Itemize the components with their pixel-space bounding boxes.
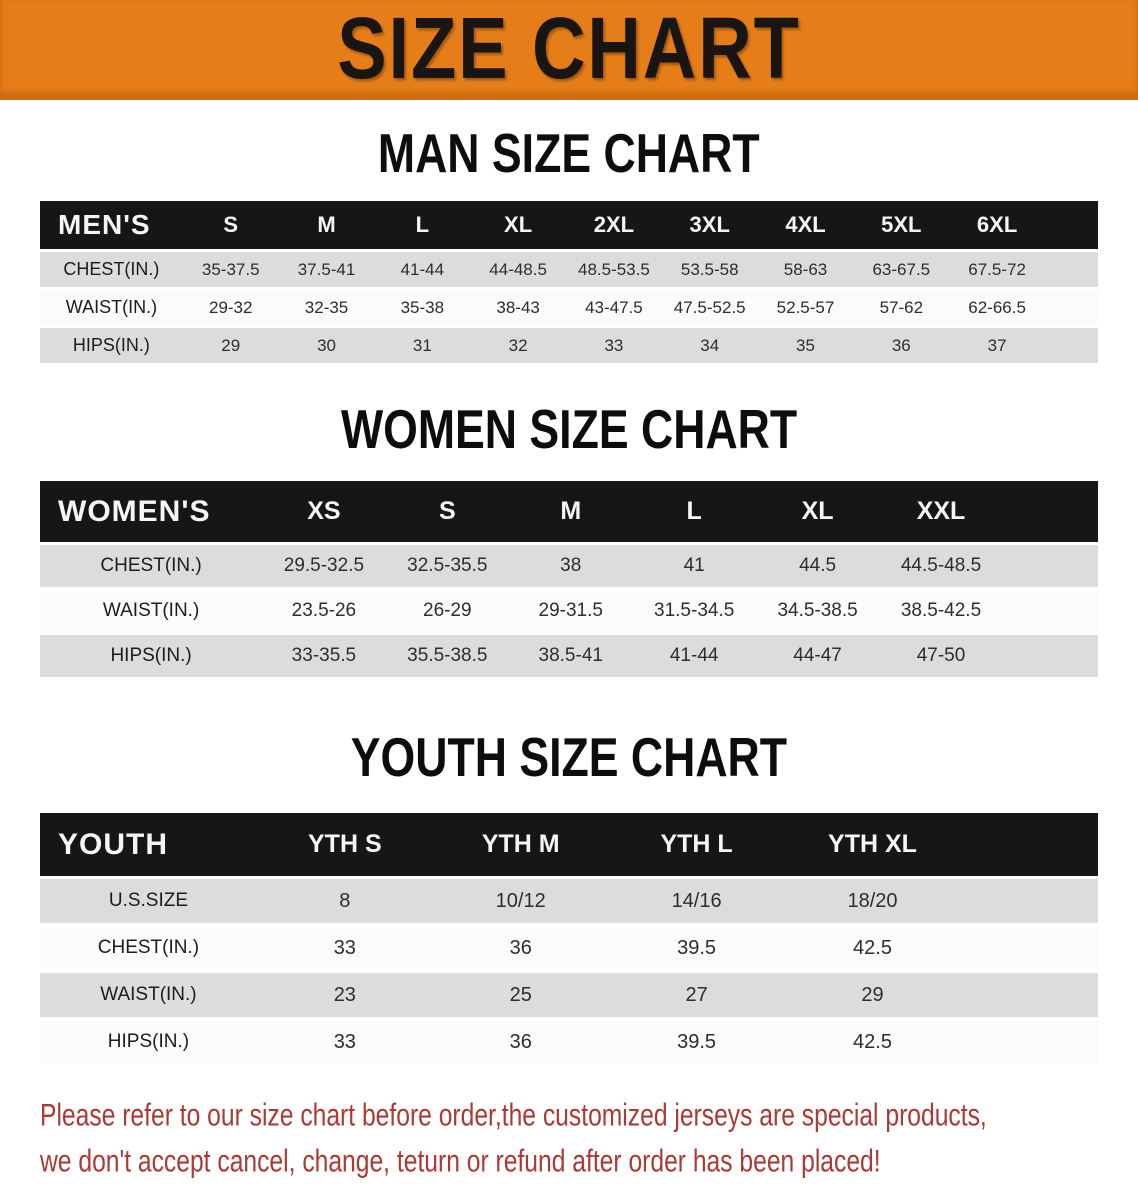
women-chart-title-text: WOMEN SIZE CHART (340, 398, 798, 460)
value-cell: 44-48.5 (470, 252, 566, 287)
man-chart-title (0, 122, 1138, 184)
size-header-cell: S (386, 481, 509, 542)
size-header-cell: S (183, 201, 279, 249)
table-row (40, 1020, 1098, 1064)
value-cell: 33 (566, 328, 662, 363)
value-cell: 30 (279, 328, 375, 363)
value-cell: 41 (632, 545, 755, 587)
value-cell: 41-44 (374, 252, 470, 287)
value-cell: 42.5 (785, 926, 961, 970)
disclaimer-text (40, 1093, 1138, 1185)
size-header-cell: YTH S (257, 813, 433, 876)
table-title-cell: YOUTH (40, 813, 257, 876)
value-cell: 36 (433, 1020, 609, 1064)
spacer-cell (1003, 545, 1098, 587)
row-label-cell: CHEST(IN.) (40, 545, 262, 587)
man-chart-title-text: MAN SIZE CHART (378, 122, 760, 184)
value-cell: 10/12 (433, 879, 609, 923)
spacer-cell (960, 879, 1098, 923)
spacer-cell (1045, 328, 1098, 363)
value-cell: 43-47.5 (566, 290, 662, 325)
value-cell: 29 (183, 328, 279, 363)
table-row (40, 590, 1098, 632)
size-header-cell: XL (756, 481, 879, 542)
value-cell: 67.5-72 (949, 252, 1045, 287)
table-row (40, 252, 1098, 287)
table-row (40, 635, 1098, 677)
value-cell: 52.5-57 (758, 290, 854, 325)
table-row (40, 879, 1098, 923)
size-header-cell: L (632, 481, 755, 542)
value-cell: 29 (785, 973, 961, 1017)
value-cell: 25 (433, 973, 609, 1017)
value-cell: 44-47 (756, 635, 879, 677)
value-cell: 35-37.5 (183, 252, 279, 287)
value-cell: 62-66.5 (949, 290, 1045, 325)
value-cell: 58-63 (758, 252, 854, 287)
spacer-cell (1045, 290, 1098, 325)
table-header-row (40, 481, 1098, 542)
size-header-cell: XL (470, 201, 566, 249)
table-row (40, 290, 1098, 325)
value-cell: 48.5-53.5 (566, 252, 662, 287)
row-label-cell: HIPS(IN.) (40, 1020, 257, 1064)
value-cell: 14/16 (609, 879, 785, 923)
value-cell: 35 (758, 328, 854, 363)
value-cell: 38.5-41 (509, 635, 632, 677)
size-header-cell: XS (262, 481, 385, 542)
size-header-cell: 2XL (566, 201, 662, 249)
value-cell: 32-35 (279, 290, 375, 325)
value-cell: 42.5 (785, 1020, 961, 1064)
value-cell: 38 (509, 545, 632, 587)
value-cell: 44.5-48.5 (879, 545, 1002, 587)
row-label-cell: CHEST(IN.) (40, 252, 183, 287)
value-cell: 35-38 (374, 290, 470, 325)
size-chart-banner (0, 0, 1138, 100)
table-row (40, 328, 1098, 363)
table-row (40, 926, 1098, 970)
size-header-cell: YTH L (609, 813, 785, 876)
value-cell: 57-62 (853, 290, 949, 325)
size-header-cell: YTH M (433, 813, 609, 876)
spacer-cell (1045, 252, 1098, 287)
youth-chart-title-text: YOUTH SIZE CHART (350, 726, 788, 788)
value-cell: 37.5-41 (279, 252, 375, 287)
value-cell: 33 (257, 1020, 433, 1064)
table-title-cell: MEN'S (40, 201, 183, 249)
value-cell: 18/20 (785, 879, 961, 923)
value-cell: 39.5 (609, 1020, 785, 1064)
row-label-cell: WAIST(IN.) (40, 590, 262, 632)
spacer-cell (960, 813, 1098, 876)
spacer-cell (1003, 635, 1098, 677)
disclaimer-line-2: we don't accept cancel, change, teturn or refund after order has been placed! (40, 1144, 881, 1180)
value-cell: 29-31.5 (509, 590, 632, 632)
spacer-cell (1003, 590, 1098, 632)
value-cell: 47.5-52.5 (662, 290, 758, 325)
value-cell: 8 (257, 879, 433, 923)
spacer-cell (960, 926, 1098, 970)
row-label-cell: WAIST(IN.) (40, 973, 257, 1017)
size-header-cell: 6XL (949, 201, 1045, 249)
row-label-cell: HIPS(IN.) (40, 635, 262, 677)
value-cell: 32 (470, 328, 566, 363)
women-chart-title (0, 398, 1138, 460)
value-cell: 33 (257, 926, 433, 970)
women-size-table (40, 478, 1098, 680)
youth-chart-title (0, 726, 1138, 788)
size-header-cell: 4XL (758, 201, 854, 249)
value-cell: 26-29 (386, 590, 509, 632)
table-row (40, 545, 1098, 587)
value-cell: 31 (374, 328, 470, 363)
spacer-cell (960, 1020, 1098, 1064)
men-size-table (40, 198, 1098, 366)
size-header-cell: 3XL (662, 201, 758, 249)
value-cell: 53.5-58 (662, 252, 758, 287)
value-cell: 39.5 (609, 926, 785, 970)
value-cell: 35.5-38.5 (386, 635, 509, 677)
value-cell: 38-43 (470, 290, 566, 325)
disclaimer-line-1: Please refer to our size chart before order,the customized jerseys are special products, (40, 1098, 987, 1134)
spacer-cell (1045, 201, 1098, 249)
youth-size-table (40, 810, 1098, 1067)
value-cell: 44.5 (756, 545, 879, 587)
row-label-cell: WAIST(IN.) (40, 290, 183, 325)
value-cell: 34 (662, 328, 758, 363)
size-header-cell: XXL (879, 481, 1002, 542)
table-header-row (40, 201, 1098, 249)
value-cell: 47-50 (879, 635, 1002, 677)
value-cell: 23 (257, 973, 433, 1017)
value-cell: 29.5-32.5 (262, 545, 385, 587)
value-cell: 36 (853, 328, 949, 363)
value-cell: 38.5-42.5 (879, 590, 1002, 632)
value-cell: 29-32 (183, 290, 279, 325)
spacer-cell (960, 973, 1098, 1017)
size-header-cell: L (374, 201, 470, 249)
value-cell: 33-35.5 (262, 635, 385, 677)
spacer-cell (1003, 481, 1098, 542)
value-cell: 63-67.5 (853, 252, 949, 287)
value-cell: 34.5-38.5 (756, 590, 879, 632)
value-cell: 27 (609, 973, 785, 1017)
table-header-row (40, 813, 1098, 876)
banner-title: SIZE CHART (337, 0, 801, 97)
table-title-cell: WOMEN'S (40, 481, 262, 542)
row-label-cell: HIPS(IN.) (40, 328, 183, 363)
size-header-cell: YTH XL (785, 813, 961, 876)
value-cell: 23.5-26 (262, 590, 385, 632)
size-header-cell: M (279, 201, 375, 249)
table-row (40, 973, 1098, 1017)
value-cell: 37 (949, 328, 1045, 363)
value-cell: 36 (433, 926, 609, 970)
value-cell: 41-44 (632, 635, 755, 677)
value-cell: 31.5-34.5 (632, 590, 755, 632)
size-header-cell: 5XL (853, 201, 949, 249)
row-label-cell: CHEST(IN.) (40, 926, 257, 970)
size-header-cell: M (509, 481, 632, 542)
row-label-cell: U.S.SIZE (40, 879, 257, 923)
value-cell: 32.5-35.5 (386, 545, 509, 587)
